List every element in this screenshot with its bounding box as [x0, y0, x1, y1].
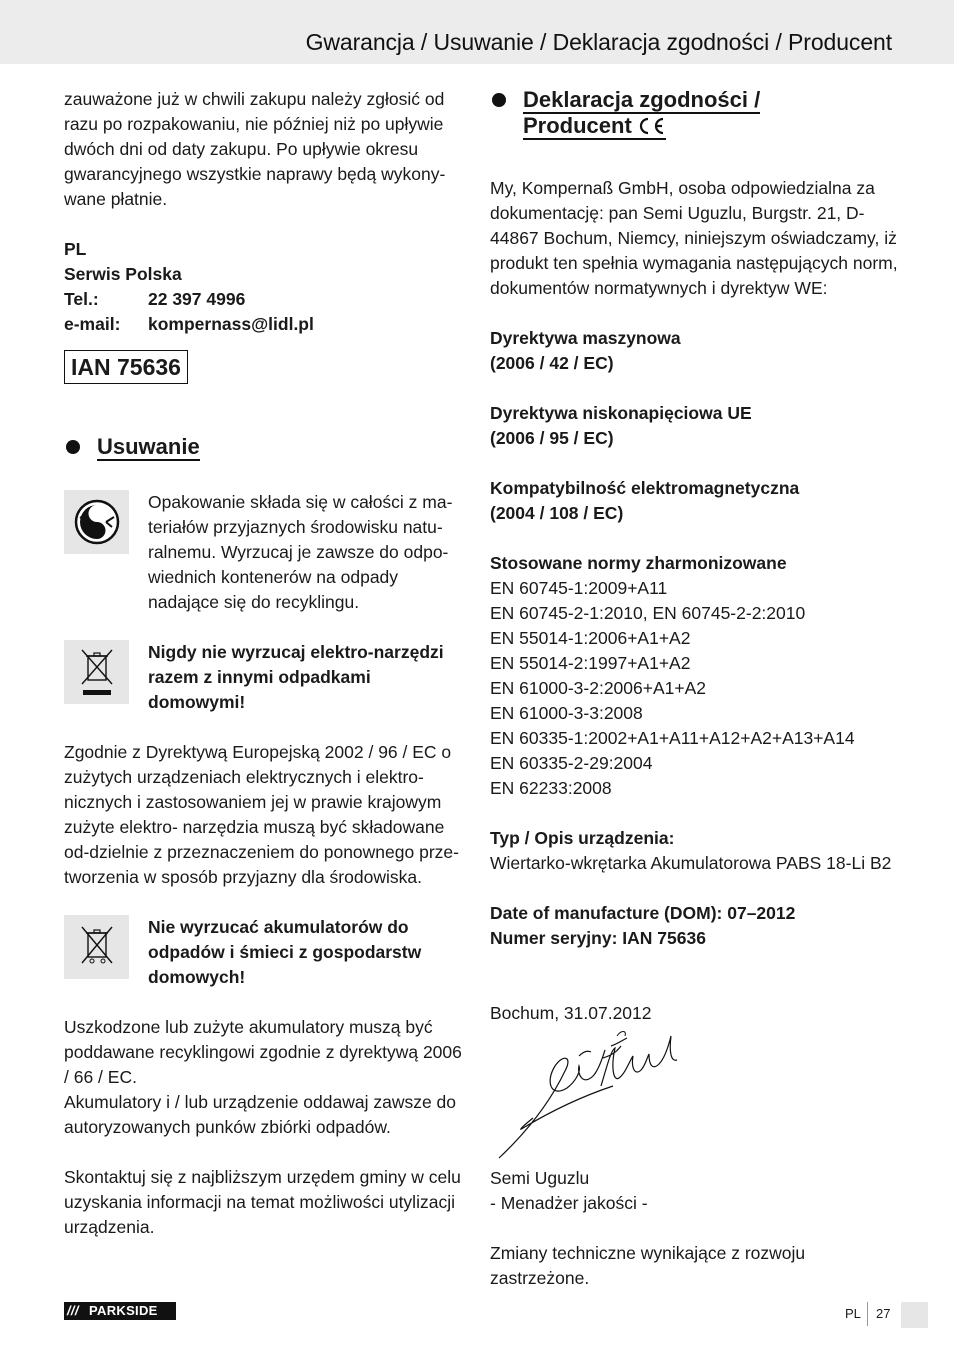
- place-date: Bochum, 31.07.2012: [490, 1003, 652, 1023]
- standard-item: EN 61000-3-3:2008: [490, 703, 643, 723]
- email-label: e-mail:: [64, 314, 121, 334]
- standard-item: EN 60335-1:2002+A1+A11+A12+A2+A13+A14: [490, 728, 855, 748]
- type-value: Wiertarko-wkrętarka Akumulatorowa PABS 18-Li B2: [490, 853, 892, 873]
- directive-machinery-code: (2006 / 42 / EC): [490, 353, 614, 373]
- directive-lowvoltage: Dyrektywa niskonapięciowa UE: [490, 403, 752, 423]
- tel-label: Tel.:: [64, 289, 99, 309]
- battery-warning: Nie wyrzucać akumulatorów do odpadów i śmieci z gospodarstw domowych!: [148, 917, 422, 987]
- packaging-text: Opakowanie składa się w całości z ma-teriałów przyjaznych środowisku natu-ralnemu. Wyrzucaj je zawsze do odpo-wiednich kontenerów na odpady nadające się do recyklingu.: [148, 492, 453, 612]
- crossed-bin-icon: [64, 640, 129, 704]
- standards-heading: Stosowane normy zharmonizowane: [490, 553, 787, 573]
- standard-item: EN 55014-1:2006+A1+A2: [490, 628, 691, 648]
- footer-language: PL: [845, 1306, 861, 1321]
- warranty-intro-text: zauważone już w chwili zakupu należy zgłosić od razu po rozpakowaniu, nie później niż po upływie dwóch dni od daty zakupu. Po upływie okresu gwarancyjnego wszystkie naprawy będą wykony-wane płatnie.: [64, 89, 446, 209]
- disposal-heading: Usuwanie: [64, 434, 462, 460]
- footer-divider: [867, 1302, 868, 1326]
- ian-box: IAN 75636: [64, 350, 188, 384]
- bullet-icon: [66, 440, 80, 454]
- weee-directive-text: Zgodnie z Dyrektywą Europejską 2002 / 96 / EC o zużytych urządzeniach elektrycznych i elektro-nicznych i zastosowaniem jej w prawie krajowym zużyte elektro- narzędzia muszą być składowane od-dzielnie z przeznaczeniem do ponownego prze-tworzenia w sposób przyjazny dla środowiska.: [64, 742, 459, 887]
- declaration-text: My, Kompernaß GmbH, osoba odpowiedzialna za dokumentację: pan Semi Uguzlu, Burgstr. 21, D-44867 Bochum, Niemcy, niniejszym oświadczamy, iż produkt ten spełnia wymagania następujących norm, dokumentów normatywnych i dyrektyw WE:: [490, 178, 898, 298]
- battery-text-1: Uszkodzone lub zużyte akumulatory muszą być poddawane recyklingowi zgodnie z dyrektywą 2006 / 66 / EC.: [64, 1017, 462, 1087]
- email-value: kompernass@lidl.pl: [148, 314, 314, 334]
- left-column: [64, 87, 462, 1240]
- bullet-icon: [492, 93, 506, 107]
- dom-line: Date of manufacture (DOM): 07–2012: [490, 903, 796, 923]
- directive-emc-code: (2004 / 108 / EC): [490, 503, 624, 523]
- standard-item: EN 60745-2-1:2010, EN 60745-2-2:2010: [490, 603, 806, 623]
- standard-item: EN 60745-1:2009+A11: [490, 578, 668, 598]
- standard-item: EN 60335-2-29:2004: [490, 753, 653, 773]
- green-dot-recycling-icon: [64, 490, 129, 554]
- signer-role: - Menadżer jakości -: [490, 1193, 648, 1213]
- service-name: Serwis Polska: [64, 264, 182, 284]
- standard-item: EN 61000-3-2:2006+A1+A2: [490, 678, 706, 698]
- type-heading: Typ / Opis urządzenia:: [490, 828, 675, 848]
- page-title: Gwarancja / Usuwanie / Deklaracja zgodności / Producent: [305, 29, 892, 55]
- serial-line: Numer seryjny: IAN 75636: [490, 928, 706, 948]
- standard-item: EN 62233:2008: [490, 778, 612, 798]
- directive-lowvoltage-code: (2006 / 95 / EC): [490, 428, 614, 448]
- tel-value: 22 397 4996: [148, 289, 246, 309]
- declaration-heading: Deklaracja zgodności / Producent: [490, 87, 900, 142]
- packaging-row: [64, 490, 462, 615]
- weee-row: [64, 640, 462, 715]
- battery-row: [64, 915, 462, 990]
- page-number: 27: [876, 1306, 891, 1321]
- directive-machinery: Dyrektywa maszynowa: [490, 328, 681, 348]
- parkside-logo: /// PARKSIDE: [64, 1302, 176, 1320]
- right-column: [490, 87, 900, 1291]
- battery-text-2: Akumulatory i / lub urządzenie oddawaj zawsze do autoryzowanych punków zbiórki odpadów.: [64, 1092, 457, 1137]
- directive-emc: Kompatybilność elektromagnetyczna: [490, 478, 800, 498]
- standard-item: EN 55014-2:1997+A1+A2: [490, 653, 691, 673]
- weee-warning: Nigdy nie wyrzucaj elektro-narzędzi razem z innymi odpadkami domowymi!: [148, 642, 444, 712]
- contact-text: Skontaktuj się z najbliższym urzędem gminy w celu uzyskania informacji na temat możliwości utylizacji urządzenia.: [64, 1167, 461, 1237]
- signer-name: Semi Uguzlu: [490, 1168, 590, 1188]
- ce-mark-icon: [636, 116, 666, 142]
- service-contact: [64, 237, 314, 337]
- service-country: PL: [64, 239, 87, 259]
- battery-crossed-bin-icon: [64, 915, 129, 979]
- footer-tab-marker: [901, 1302, 928, 1328]
- tech-changes-note: Zmiany techniczne wynikające z rozwoju zastrzeżone.: [490, 1243, 806, 1288]
- signature-image: [493, 1026, 693, 1166]
